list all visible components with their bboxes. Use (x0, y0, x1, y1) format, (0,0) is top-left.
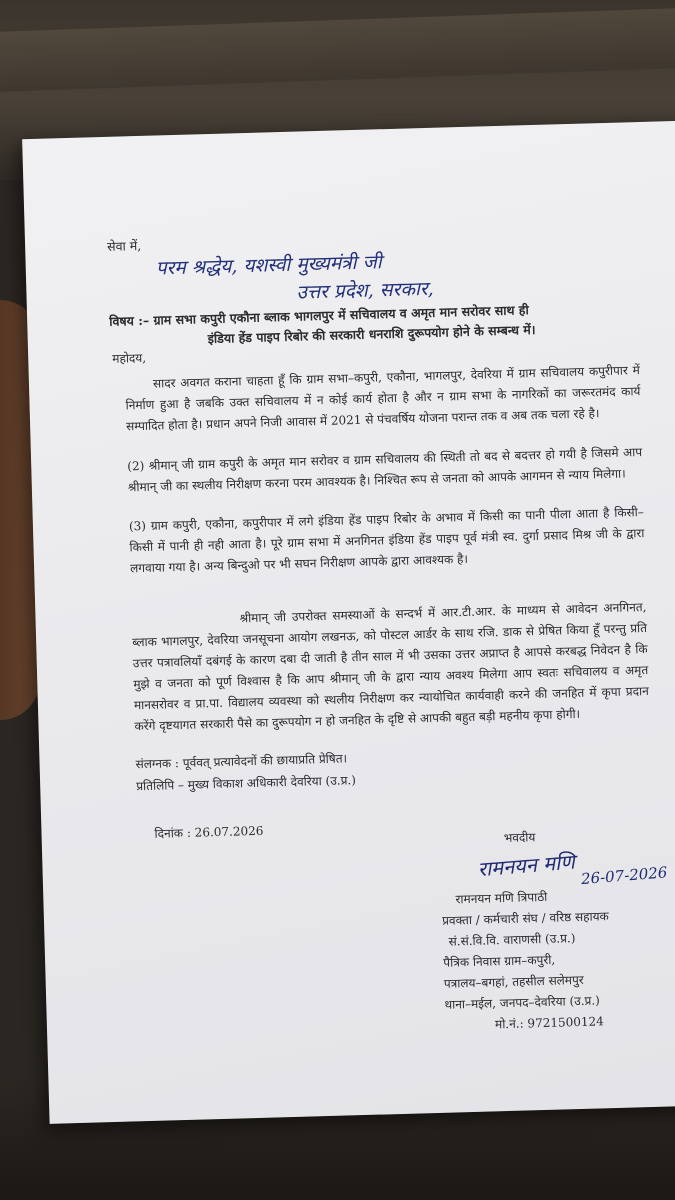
salutation: महोदय, (112, 350, 147, 366)
sender-name: रामनयन मणि त्रिपाठी (455, 889, 548, 907)
paragraph-2: (2) श्रीमान् जी ग्राम कपुरी के अमृत मान सरोवर व ग्राम सचिवालय की स्थिती तो बद से बदत्तर हो गयी है जिसमे आप श्रीमान् जी का स्थलीय निरीक्षण करना परम आवश्यक है। निश्चित रूप से जनता को आपके आगमन से न्याय मिलेगा। (127, 445, 643, 495)
copy-to-line: प्रतिलिपि – मुख्य विकाश अधिकारी देवरिया (उ.प्र.) (136, 773, 357, 794)
sender-phone: मो.नं.: 9721500124 (494, 1014, 604, 1032)
paragraph-3: (3) ग्राम कपुरी, एकौना, कपुरीपार में लगे इंडिया हेंड पाइप रिबोर के अभाव में किसी का पानी पीला आता है किसी–किसी में पानी ही नही आता है। पूरे ग्राम सभा में अनगिनत इंडिया हेंड पाइप पूर्व मंत्री स्व. दुर्गा प्रसाद मिश्र जी के द्वारा लगवाया गया है। अन्य बिन्दुओ पर भी सघन निरीक्षण आपके द्वारा आवश्यक है। (128, 505, 645, 576)
sender-line3: पैत्रिक निवास ग्राम–कपुरी, (443, 952, 556, 970)
handwritten-addressee-line2: उत्तर प्रदेश, सरकार, (296, 277, 434, 304)
paragraph-1: सादर अवगत कराना चाहता हूँ कि ग्राम सभा–कपुरी, एकौना, भागलपुर, देवरिया में ग्राम सचिवालय कपुरीपार में निर्माण हुआ है जबकि उक्त सचिवालय में न कोई कार्य होता है और न ग्राम सभा के नागरिकों का जरूरतमंद कार्य सम्पादित होता है। प्रधान अपने निजी आवास में 2021 से पंचवर्षिय योजना परान्त तक व अब तक चला रहे है। (125, 363, 641, 434)
letter-date: दिनांक : 26.07.2026 (154, 823, 264, 841)
sender-line1: प्रवक्ता / कर्मचारी संघ / वरिष्ठ सहायक (441, 909, 609, 928)
subject-line1: विषय :– ग्राम सभा कपुरी एकौना ब्लाक भागलपुर में सचिवालय व अमृत मान सरोवर साथ ही (109, 302, 529, 329)
sender-line4: पत्रालय–बगहां, तहसील सलेमपुर (443, 972, 584, 991)
paragraph-4: श्रीमान् जी उपरोक्त समस्याओं के सन्दर्भ में आर.टी.आर. के माध्यम से आवेदन अनगिनत, ब्लाक भागलपुर, देवरिया जनसूचना आयोग लखनऊ, को पोस्टल आर्डर के साथ रजि. डाक से प्रेषित किया हूँ परन्तु प्रति उत्तर पत्रावलियाँ दबंगई के कारण दबा दी जाती है तीन साल में भी उसका उत्तर अप्राप्त है आपसे करबद्ध निवेदन है कि मुझे व जनता को पूर्ण विश्वास है कि आप श्रीमान् जी के द्वारा न्याय अवश्य मिलेगा आप स्वतः सचिवालय व अमृत मानसरोवर व प्रा.पा. विद्यालय व्यवस्था को स्थलीय निरीक्षण कर न्यायोचित कार्यवाही करने की जनहित में कृपा प्रदान करेंगे दृष्टयागत सरकारी पैसे का दुरूपयोग न हो जनहित के दृष्टि से आपकी बहुत बड़ी महनीय कृपा होगी। (132, 599, 649, 734)
sender-line2: सं.सं.वि.वि. वाराणसी (उ.प्र.) (448, 931, 576, 949)
enclosure-line: संलग्नक : पूर्ववत् प्रत्यावेदनों की छायाप्रति प्रेषित। (135, 751, 348, 772)
sewa-me-label: सेवा में, (106, 237, 142, 254)
subject-line2: इंडिया हेंड पाइप रिबोर की सरकारी धनराशि दुरूपयोग होने के सम्बन्ध में। (207, 321, 536, 347)
sender-line5: थाना–मईल, जनपद–देवरिया (उ.प्र.) (444, 993, 601, 1012)
handwritten-signature-date: 26-07-2026 (580, 863, 668, 889)
closing-bhavdiya: भवदीय (503, 830, 536, 846)
sender-block (441, 883, 675, 1036)
handwritten-addressee-line1: परम श्रद्धेय, यशस्वी मुख्यमंत्री जी (155, 251, 382, 280)
handwritten-signature: रामनयन मणि (476, 849, 576, 882)
letter-sheet (22, 121, 675, 1124)
subject-block (109, 297, 630, 352)
